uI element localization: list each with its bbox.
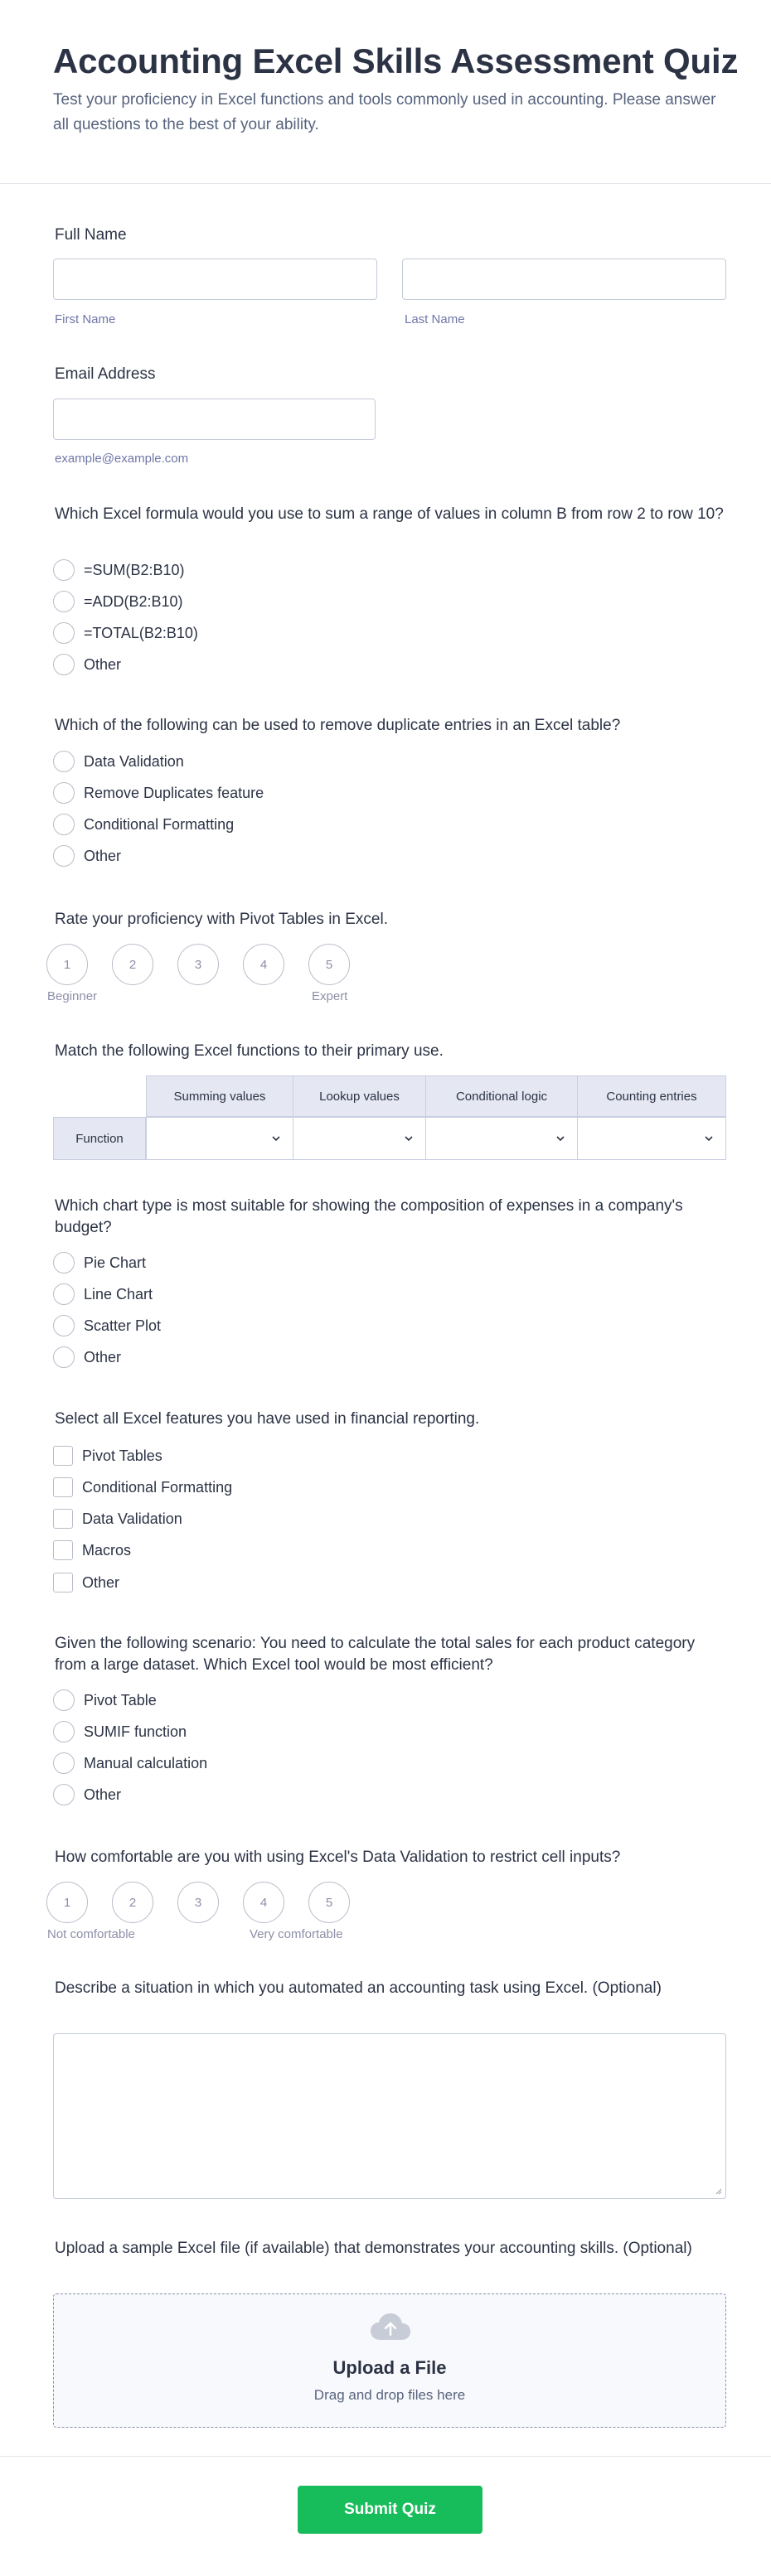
last-name-sublabel: Last Name [405,312,465,326]
rating-option-3[interactable]: 3 [177,944,219,985]
radio-button[interactable] [53,1689,75,1711]
radio-button[interactable] [53,1252,75,1274]
email-label: Email Address [55,365,156,383]
option-label: Other [84,655,122,673]
option-feature-3[interactable] [53,1507,182,1530]
question-sum-formula: Which Excel formula would you use to sum a range of values in column B from row 2 to row 10? [55,505,724,523]
option-label: =ADD(B2:B10) [84,592,183,610]
file-upload-dropzone[interactable] [53,2293,726,2428]
upload-hint: Drag and drop files here [313,2387,466,2403]
form-header [0,0,771,184]
checkbox[interactable] [53,1540,73,1560]
option-label: Data Validation [82,1510,182,1527]
question-scenario: Given the following scenario: You need to calculate the total sales for each product category from a large dataset. Which Excel tool would be most efficient? [55,1635,696,1674]
option-label: Conditional Formatting [82,1478,233,1496]
radio-button[interactable] [53,1283,75,1305]
rating-option-5[interactable]: 5 [308,944,350,985]
option-label: Manual calculation [84,1754,208,1771]
radio-button[interactable] [53,559,75,581]
radio-button[interactable] [53,782,75,804]
radio-button[interactable] [53,1346,75,1368]
automation-textarea[interactable] [53,2033,726,2199]
radio-button[interactable] [53,1784,75,1805]
rating-max-label: Very comfortable [250,1927,343,1941]
option-dup-other[interactable] [53,844,121,868]
matrix-column-header: Counting entries [577,1075,726,1117]
radio-button[interactable] [53,751,75,772]
option-label: Data Validation [84,752,184,770]
option-dup-3[interactable] [53,813,234,836]
option-label: Other [84,847,122,864]
matrix-dropdown-conditional[interactable] [425,1117,578,1160]
option-scenario-3[interactable] [53,1752,207,1775]
option-label: Macros [82,1541,132,1559]
chevron-down-icon [704,1133,714,1143]
option-label: Line Chart [84,1285,153,1302]
radio-button[interactable] [53,1721,75,1742]
first-name-input[interactable] [53,259,377,300]
first-name-sublabel: First Name [55,312,116,326]
option-label: =TOTAL(B2:B10) [84,624,198,641]
question-match-functions: Match the following Excel functions to their primary use. [55,1042,444,1060]
resize-grip-icon[interactable] [714,2187,722,2195]
email-input[interactable] [53,399,376,440]
upload-title: Upload a File [332,2357,447,2378]
cloud-upload-icon [370,2313,411,2341]
radio-button[interactable] [53,1315,75,1336]
submit-button[interactable]: Submit Quiz [298,2486,482,2534]
option-sum-3[interactable] [53,621,198,645]
radio-button[interactable] [53,845,75,867]
option-sum-other[interactable] [53,653,121,676]
question-duplicates: Which of the following can be used to remove duplicate entries in an Excel table? [55,717,621,734]
option-label: Other [84,1786,122,1803]
radio-button[interactable] [53,591,75,612]
question-features-used: Select all Excel features you have used in financial reporting. [55,1410,480,1428]
option-chart-1[interactable] [53,1251,146,1274]
matching-matrix [53,1075,726,1160]
option-scenario-other[interactable] [53,1783,121,1806]
chevron-down-icon [404,1133,414,1143]
option-label: Conditional Formatting [84,815,235,833]
email-sublabel: example@example.com [55,452,189,466]
rating-option-1[interactable]: 1 [46,1882,88,1923]
rating-min-label: Not comfortable [47,1927,135,1941]
checkbox[interactable] [53,1573,73,1592]
option-feature-other[interactable] [53,1571,119,1594]
option-label: Scatter Plot [84,1317,162,1334]
option-sum-1[interactable] [53,558,185,582]
option-scenario-1[interactable] [53,1689,157,1712]
matrix-column-header: Summing values [146,1075,293,1117]
option-chart-other[interactable] [53,1346,121,1369]
rating-max-label: Expert [312,989,348,1003]
option-label: Pivot Tables [82,1447,162,1464]
question-pivot-rating: Rate your proficiency with Pivot Tables in Excel. [55,911,388,928]
radio-button[interactable] [53,622,75,644]
rating-option-3[interactable]: 3 [177,1882,219,1923]
option-label: Other [82,1573,120,1591]
rating-option-1[interactable]: 1 [46,944,88,985]
checkbox[interactable] [53,1509,73,1529]
radio-button[interactable] [53,654,75,675]
radio-button[interactable] [53,1752,75,1774]
option-label: =SUM(B2:B10) [84,561,185,578]
question-chart-type: Which chart type is most suitable for showing the composition of expenses in a company's budget? [55,1197,683,1236]
question-describe-automation: Describe a situation in which you automated an accounting task using Excel. (Optional) [55,1979,662,1997]
option-label: Other [84,1348,122,1365]
option-label: Pie Chart [84,1254,147,1271]
option-chart-3[interactable] [53,1314,161,1337]
chevron-down-icon [271,1133,281,1143]
option-sum-2[interactable] [53,590,183,613]
checkbox[interactable] [53,1446,73,1466]
option-feature-4[interactable] [53,1539,131,1562]
page-subtitle: Test your proficiency in Excel functions and tools commonly used in accounting. Please answer all questions to the best of your ability. [53,91,716,133]
matrix-column-header: Lookup values [293,1075,426,1117]
option-feature-1[interactable] [53,1444,162,1467]
option-label: SUMIF function [84,1723,187,1740]
rating-option-4[interactable]: 4 [243,944,284,985]
matrix-column-header: Conditional logic [425,1075,578,1117]
option-feature-2[interactable] [53,1476,232,1499]
rating-option-4[interactable]: 4 [243,1882,284,1923]
question-validation-rating: How comfortable are you with using Excel's Data Validation to restrict cell inputs? [55,1849,621,1866]
option-dup-2[interactable] [53,781,264,805]
option-dup-1[interactable] [53,750,184,773]
option-label: Remove Duplicates feature [84,784,264,801]
option-scenario-2[interactable] [53,1720,187,1743]
rating-option-5[interactable]: 5 [308,1882,350,1923]
rating-min-label: Beginner [47,989,98,1003]
radio-button[interactable] [53,814,75,835]
matrix-dropdown-lookup[interactable] [293,1117,426,1160]
matrix-row-label: Function [53,1117,146,1160]
rating-option-2[interactable]: 2 [112,944,153,985]
checkbox[interactable] [53,1477,73,1497]
matrix-dropdown-summing[interactable] [146,1117,293,1160]
full-name-label: Full Name [55,226,127,244]
page-title: Accounting Excel Skills Assessment Quiz [53,41,739,80]
option-chart-2[interactable] [53,1283,153,1306]
last-name-input[interactable] [402,259,726,300]
option-label: Pivot Table [84,1691,157,1708]
matrix-dropdown-counting[interactable] [577,1117,726,1160]
question-upload-file: Upload a sample Excel file (if available) that demonstrates your accounting skills. (Optional) [55,2240,692,2257]
rating-option-2[interactable]: 2 [112,1882,153,1923]
chevron-down-icon [555,1133,565,1143]
footer-divider [0,2456,771,2457]
